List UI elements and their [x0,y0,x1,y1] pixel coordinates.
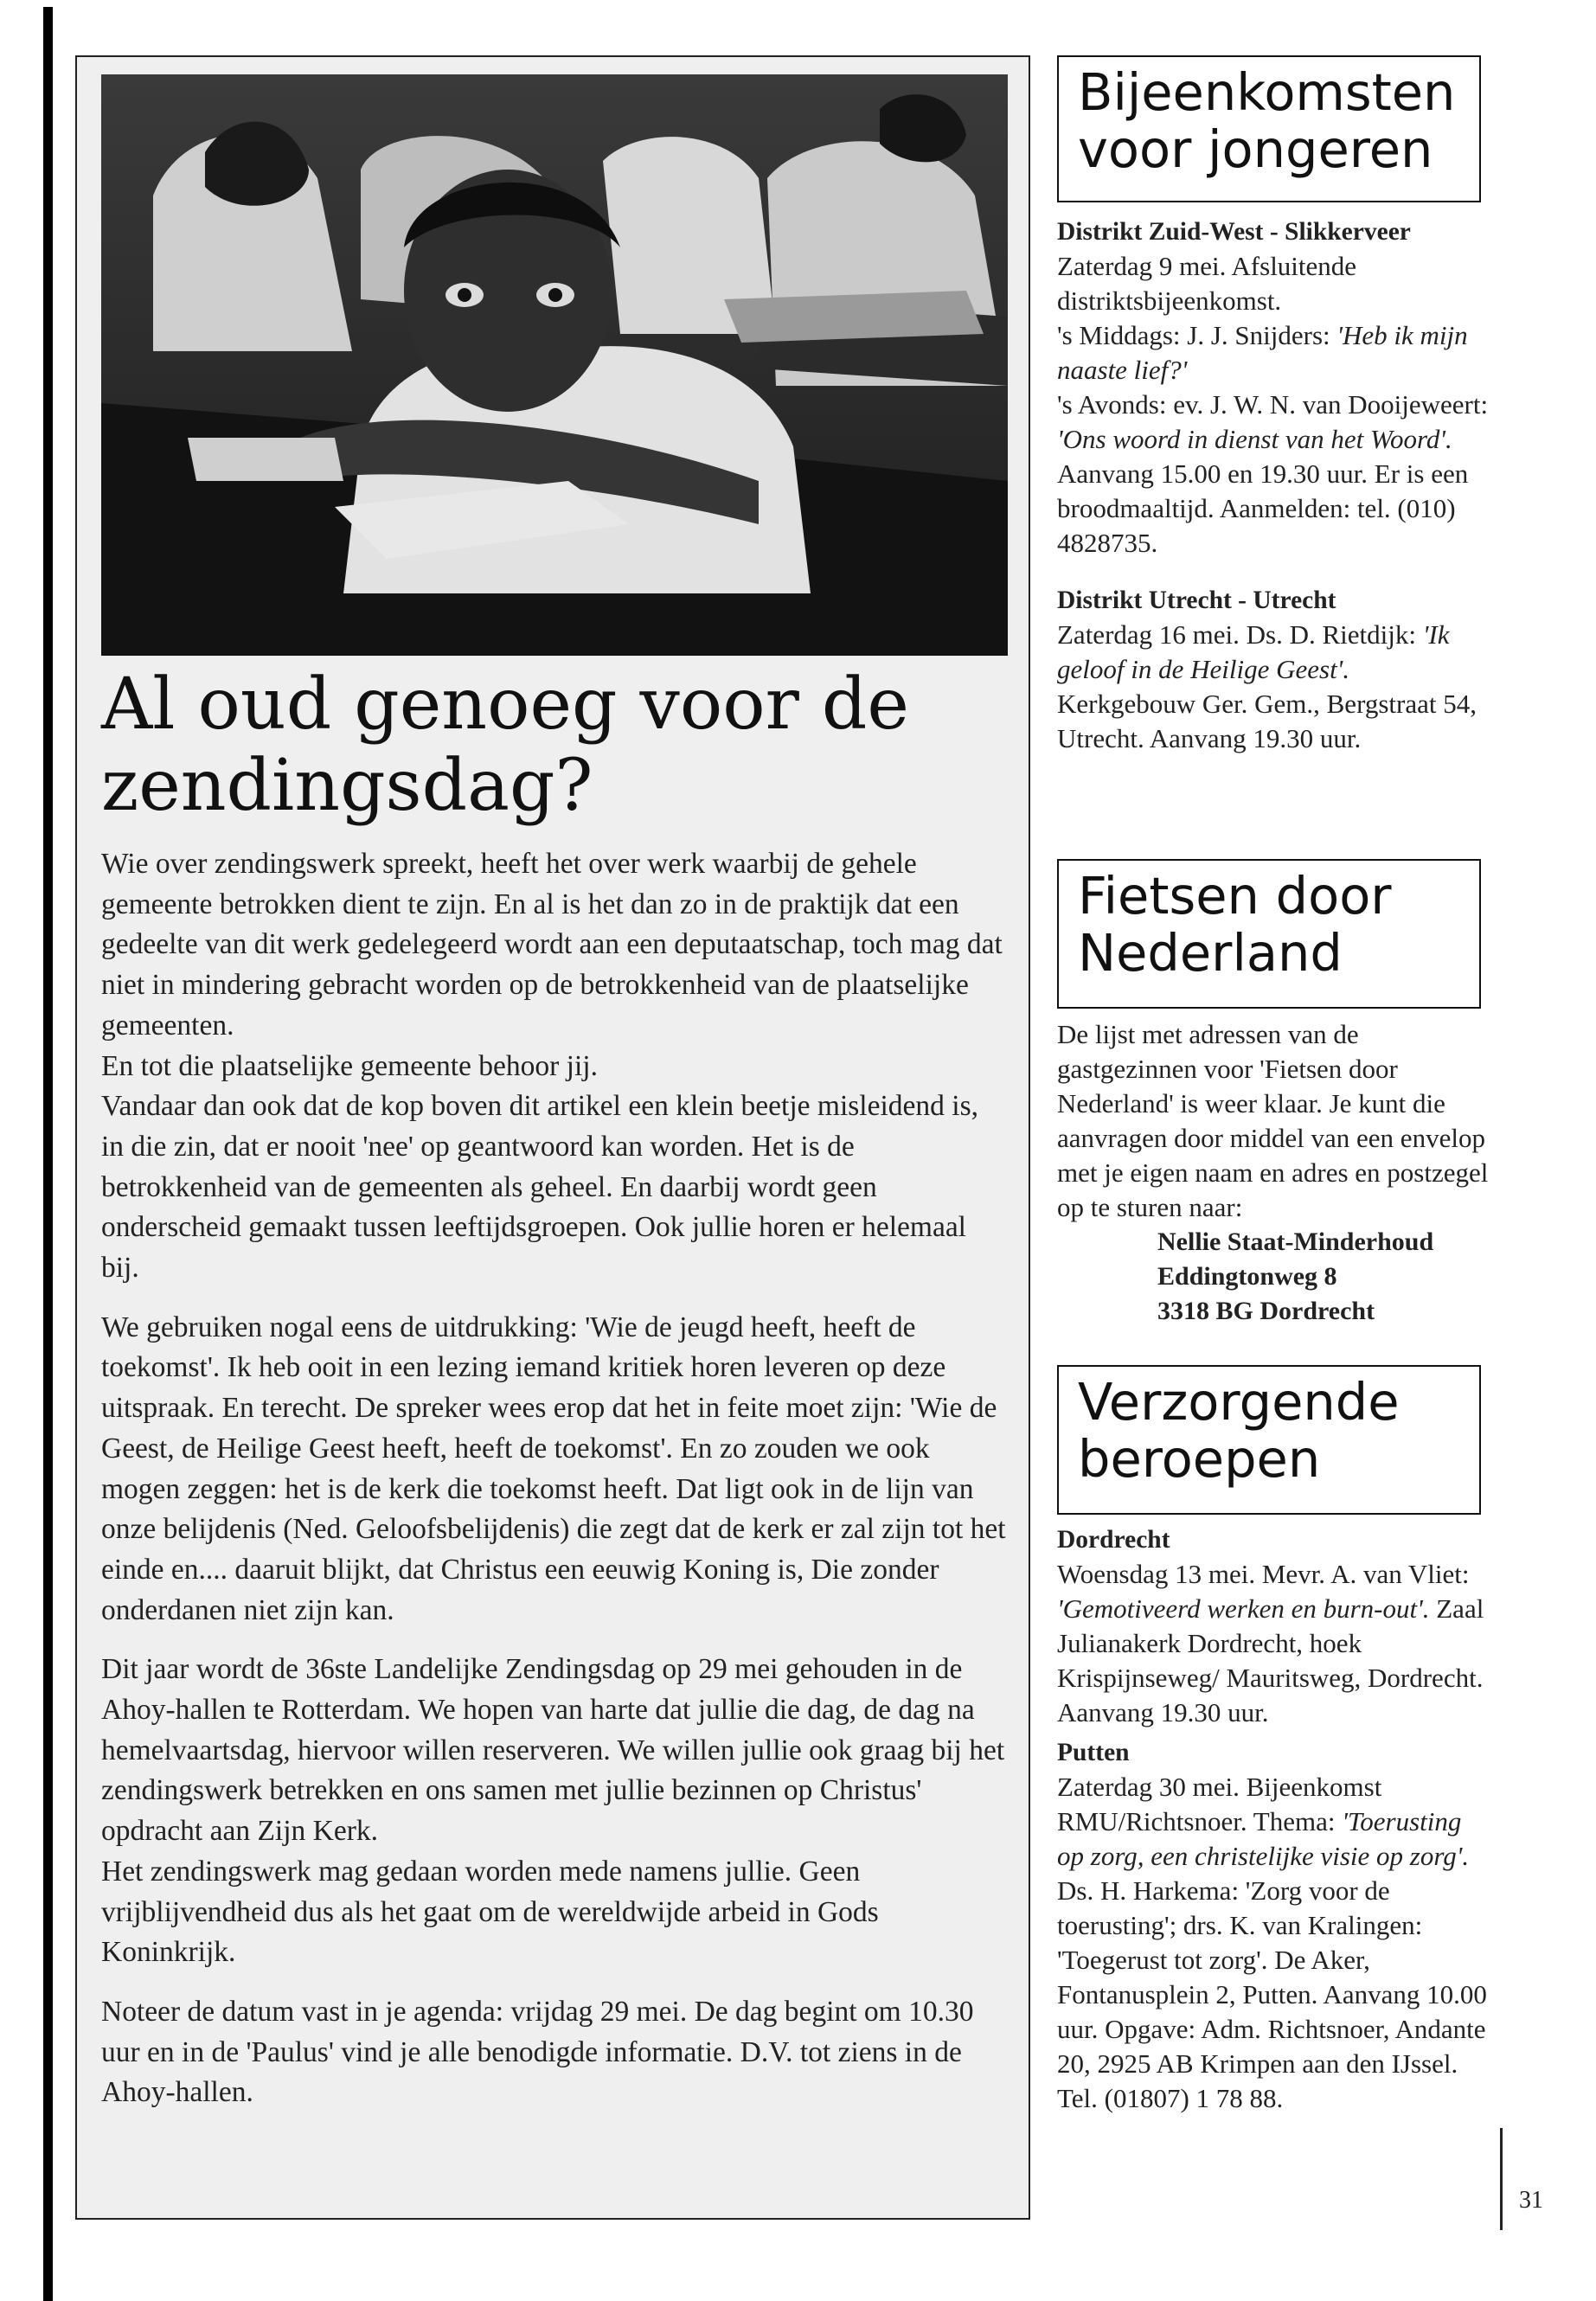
article-paragraph: We gebruiken nogal eens de uitdrukking: 'Wie de jeugd heeft, heeft de toekomst'. Ik heb ooit in een lezing iemand kritiek horen leveren op deze uitspraak. En terecht. De spreker wees erop dat het in feite moet zijn: 'Wie de Geest, de Heilige Geest heeft, heeft de toekomst'. En zo zouden we ook mogen zeggen: het is de kerk die toekomst heeft. Dat ligt ook in de lijn van onze belijdenis (Ned. Geloofsbelijdenis) die zegt dat de kerk er zal zijn tot het einde en.... daaruit blijkt, dat Christus een eeuwig Koning is, Die zonder onderdanen niet zijn kan. [101,1311,1006,1626]
event-text [1057,318,1490,388]
event-text [1057,618,1490,756]
event-text: Zaterdag 9 mei. Afsluitende distriktsbijeenkomst. [1057,251,1357,316]
section-heading: Bijeenkomsten voor jongeren [1078,62,1456,179]
event-title: 'Ons woord in dienst van het Woord'. [1057,424,1452,454]
event-text [1057,1557,1490,1730]
binding-edge [43,7,53,2301]
section-heading: Fietsen door Nederland [1078,866,1392,983]
schoolboy-photo-illustration [101,74,1008,656]
district-heading: Distrikt Utrecht - Utrecht [1057,586,1336,614]
article-photo [101,74,1008,656]
district-heading: Distrikt Zuid-West - Slikkerveer [1057,218,1411,246]
event-text-part: 's Avonds: ev. J. W. N. van Dooijeweert: [1057,389,1489,420]
event-title: 'Gemotiveerd werken en burn-out'. [1057,1593,1430,1624]
event-text-part: Zaal Julianakerk Dordrecht, hoek Krispijnseweg/ Mauritsweg, Dordrecht. Aanvang 19.30 uur. [1057,1593,1484,1727]
fietsen-text: De lijst met adressen van de gastgezinnen voor 'Fietsen door Nederland' is weer klaar. Je kunt die aanvragen door middel van een envelop met je eigen naam en adres en postzegel op te sturen naar: [1057,1019,1489,1222]
address-line: Nellie Staat-Minderhoud [1157,1227,1434,1256]
verzorgende-section [1057,1522,1490,2116]
event-text-part: 's Middags: J. J. Snijders: [1057,320,1337,350]
event-text-part: Kerkgebouw Ger. Gem., Bergstraat 54, Utrecht. Aanvang 19.30 uur. [1057,689,1477,753]
article-body [101,844,1008,2132]
event-text-part: Ds. H. Harkema: 'Zorg voor de toerusting'; drs. K. van Kralingen: 'Toegerust tot zorg'. De Aker, Fontanusplein 2, Putten. Aanvang 10.00 uur. Opgave: Adm. Richtsnoer, Andante 20, 2925 AB Krimpen aan den IJssel. Tel. (01807) 1 78 88. [1057,1875,1487,2113]
heading-box-bijeenkomsten [1057,55,1481,202]
bijeenkomsten-section [1057,215,1490,756]
postal-address [1057,1225,1490,1329]
address-line: Eddingtonweg 8 [1157,1262,1337,1291]
heading-box-verzorgende [1057,1365,1481,1515]
event-text [1057,1770,1490,2116]
page-number: 31 [1519,2187,1543,2214]
place-heading: Dordrecht [1057,1526,1170,1554]
event-text-part: Aanvang 15.00 en 19.30 uur. Er is een broodmaaltijd. Aanmelden: tel. (010) 4828735. [1057,458,1469,558]
event-text [1057,388,1490,561]
event-text-part: Zaterdag 30 mei. Bijeenkomst RMU/Richtsnoer. Thema: [1057,1772,1382,1836]
fietsen-section [1057,1017,1490,1329]
article-paragraph: Wie over zendingswerk spreekt, heeft het over werk waarbij de gehele gemeente betrokken dient te zijn. En al is het dan zo in de praktijk dat een gedeelte van dit werk gedelegeerd wordt aan een deputaatschap, toch mag dat niet in mindering gebracht worden op de betrokkenheid van de plaatselijke gemeenten. En tot die plaatselijke gemeente behoor jij. Vandaar dan ook dat de kop boven dit artikel een klein beetje misleidend is, in die zin, dat er nooit 'nee' op geantwoord kan worden. Het is de betrokkenheid van de gemeenten als geheel. En daarbij wordt geen onderscheid gemaakt tussen leeftijdsgroepen. Ook jullie horen er helemaal bij. [101,848,1003,1285]
place-heading: Putten [1057,1739,1130,1766]
event-title: 'Heb ik mijn naaste lief?' [1057,320,1468,385]
margin-rule [1500,2128,1503,2230]
article-paragraph: Dit jaar wordt de 36ste Landelijke Zendingsdag op 29 mei gehouden in de Ahoy-hallen te Rotterdam. We hopen van harte dat jullie die dag, de dag na hemelvaartsdag, hiervoor willen reserveren. We willen jullie ook graag bij het zendingswerk betrekken en ons samen met jullie bezinnen op Christus' opdracht aan Zijn Kerk. Het zendingswerk mag gedaan worden mede namens jullie. Geen vrijblijvendheid dus als het gaat om de wereldwijde arbeid in Gods Koninkrijk. [101,1653,1005,1969]
article-paragraph: Noteer de datum vast in je agenda: vrijdag 29 mei. De dag begint om 10.30 uur en in de 'Paulus' vind je alle benodigde informatie. D.V. tot ziens in de Ahoy-hallen. [101,1995,974,2109]
event-text-part: Woensdag 13 mei. Mevr. A. van Vliet: [1057,1559,1470,1589]
address-line: 3318 BG Dordrecht [1157,1297,1375,1325]
section-heading: Verzorgende beroepen [1078,1372,1400,1489]
heading-box-fietsen [1057,859,1481,1009]
event-title: 'Toerusting op zorg, een christelijke visie op zorg'. [1057,1806,1470,1871]
event-text-part: Zaterdag 16 mei. Ds. D. Rietdijk: [1057,619,1423,650]
event-title: 'Ik geloof in de Heilige Geest'. [1057,619,1450,684]
article-title: Al oud genoeg voor de zendingsdag? [101,663,909,827]
